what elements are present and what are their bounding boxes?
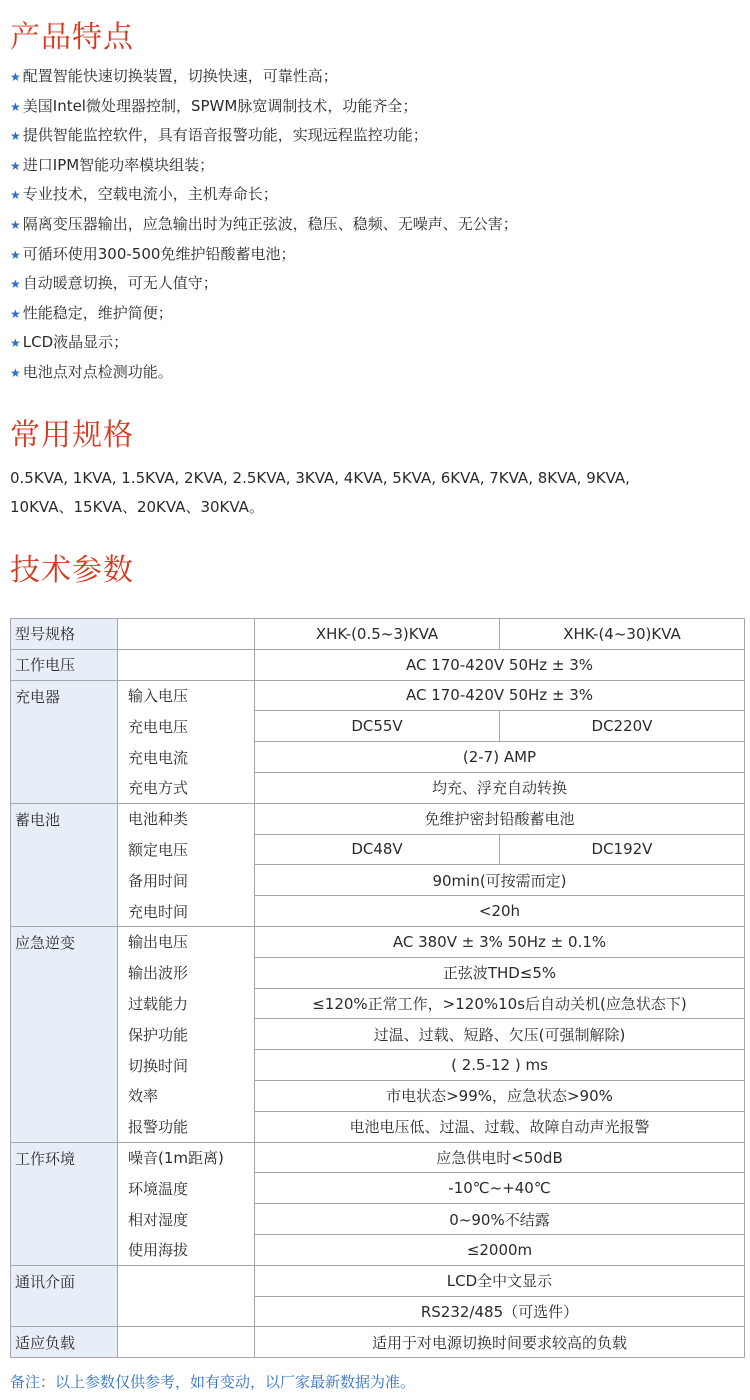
group-label: 应急逆变 xyxy=(11,926,118,1142)
cell-value: ≤120%正常工作，>120%10s后自动关机(应急状态下) xyxy=(255,988,745,1019)
cell-value: AC 170-420V 50Hz ± 3% xyxy=(255,649,745,680)
cell-value: DC55V xyxy=(255,711,500,742)
group-label: 工作环境 xyxy=(11,1142,118,1265)
sub-label: 输入电压 xyxy=(118,680,255,711)
cell-value: DC192V xyxy=(500,834,745,865)
group-label: 蓄电池 xyxy=(11,803,118,926)
cell-value: XHK-(4~30)KVA xyxy=(500,619,745,650)
feature-text: 配置智能快速切换装置，切换快速，可靠性高； xyxy=(22,67,338,85)
table-row xyxy=(11,865,745,896)
footnote: 备注：以上参数仅供参考，如有变动，以厂家最新数据为准。 xyxy=(10,1373,416,1391)
table-row xyxy=(11,1173,745,1204)
feature-item xyxy=(10,240,518,270)
star-icon: ★ xyxy=(10,277,21,292)
cell-value: LCD全中文显示 xyxy=(255,1265,745,1296)
sub-label: 效率 xyxy=(118,1080,255,1111)
table-row xyxy=(11,988,745,1019)
cell-value: AC 380V ± 3% 50Hz ± 0.1% xyxy=(255,926,745,957)
table-row xyxy=(11,1111,745,1142)
sub-label: 充电电压 xyxy=(118,711,255,742)
feature-item xyxy=(10,358,518,388)
table-row xyxy=(11,619,745,650)
table-row xyxy=(11,772,745,803)
specs-title: 常用规格 xyxy=(10,418,134,453)
table-row xyxy=(11,649,745,680)
sub-label: 备用时间 xyxy=(118,865,255,896)
feature-item xyxy=(10,151,518,181)
cell-value: 过温、过载、短路、欠压(可强制解除) xyxy=(255,1019,745,1050)
feature-item xyxy=(10,328,518,358)
table-row xyxy=(11,834,745,865)
cell-value: 90min(可按需而定) xyxy=(255,865,745,896)
sub-label: 输出波形 xyxy=(118,957,255,988)
table-row xyxy=(11,1142,745,1173)
cell-value: AC 170-420V 50Hz ± 3% xyxy=(255,680,745,711)
cell-value: ( 2.5-12 ) ms xyxy=(255,1050,745,1081)
star-icon: ★ xyxy=(10,99,21,114)
table-row xyxy=(11,1327,745,1358)
feature-item xyxy=(10,92,518,122)
star-icon: ★ xyxy=(10,188,21,203)
cell-value: -10℃~+40℃ xyxy=(255,1173,745,1204)
feature-text: 美国Intel微处理器控制，SPWM脉宽调制技术，功能齐全； xyxy=(22,96,418,115)
feature-text: 提供智能监控软件，具有语音报警功能，实现远程监控功能； xyxy=(22,126,428,145)
feature-list xyxy=(10,62,518,388)
row-label: 工作电压 xyxy=(11,649,118,680)
sub-label: 相对湿度 xyxy=(118,1204,255,1235)
table-row xyxy=(11,1050,745,1081)
feature-text: 自动暖意切换，可无人值守； xyxy=(22,274,218,293)
row-label: 型号规格 xyxy=(11,619,118,650)
cell-value: 免维护密封铅酸蓄电池 xyxy=(255,803,745,834)
feature-item xyxy=(10,62,518,92)
star-icon: ★ xyxy=(10,336,21,351)
table-row xyxy=(11,1234,745,1265)
feature-text: LCD液晶显示； xyxy=(22,333,129,352)
star-icon: ★ xyxy=(10,365,21,380)
table-row xyxy=(11,803,745,834)
sub-label: 报警功能 xyxy=(118,1111,255,1142)
sub-label: 充电方式 xyxy=(118,772,255,803)
star-icon: ★ xyxy=(10,306,21,321)
sub-label: 切换时间 xyxy=(118,1050,255,1081)
star-icon: ★ xyxy=(10,70,21,84)
group-label: 充电器 xyxy=(11,680,118,803)
specs-line: 0.5KVA, 1KVA, 1.5KVA, 2KVA, 2.5KVA, 3KVA, 4KVA, 5KVA, 6KVA, 7KVA, 8KVA, 9KVA, xyxy=(10,469,630,487)
specs-text xyxy=(10,464,730,522)
feature-text: 进口IPM智能功率模块组装； xyxy=(22,155,215,174)
table-row xyxy=(11,711,745,742)
table-row xyxy=(11,926,745,957)
feature-item xyxy=(10,180,518,210)
row-label: 适应负载 xyxy=(11,1327,118,1358)
sub-label: 保护功能 xyxy=(118,1019,255,1050)
feature-text: 电池点对点检测功能。 xyxy=(22,362,173,381)
cell-value: XHK-(0.5~3)KVA xyxy=(255,619,500,650)
cell-value: ≤2000m xyxy=(255,1234,745,1265)
cell-value: 市电状态>99%，应急状态>90% xyxy=(255,1080,745,1111)
feature-text: 隔离变压器输出，应急输出时为纯正弦波，稳压、稳频、无噪声、无公害； xyxy=(22,214,518,233)
features-title: 产品特点 xyxy=(10,20,134,55)
table-row xyxy=(11,1204,745,1235)
cell-value: 正弦波THD≤5% xyxy=(255,957,745,988)
feature-item xyxy=(10,299,518,329)
cell-value: <20h xyxy=(255,896,745,927)
star-icon: ★ xyxy=(10,129,21,144)
table-row xyxy=(11,742,745,773)
specs-line: 10KVA、15KVA、20KVA、30KVA。 xyxy=(10,498,264,516)
feature-item xyxy=(10,269,518,299)
sub-label: 噪音(1m距离) xyxy=(118,1142,255,1173)
table-row xyxy=(11,957,745,988)
table-row xyxy=(11,1080,745,1111)
params-title: 技术参数 xyxy=(10,553,134,588)
star-icon: ★ xyxy=(10,217,21,232)
feature-text: 可循环使用300-500免维护铅酸蓄电池； xyxy=(22,244,296,263)
sub-label: 过载能力 xyxy=(118,988,255,1019)
table-row xyxy=(11,680,745,711)
sub-label: 使用海拔 xyxy=(118,1234,255,1265)
cell-value: 适用于对电源切换时间要求较高的负载 xyxy=(255,1327,745,1358)
sub-label: 电池种类 xyxy=(118,803,255,834)
cell-value: 应急供电时<50dB xyxy=(255,1142,745,1173)
star-icon: ★ xyxy=(10,247,21,262)
table-row xyxy=(11,896,745,927)
cell-value: RS232/485（可选件） xyxy=(255,1296,745,1327)
feature-text: 专业技术，空载电流小，主机寿命长； xyxy=(22,185,278,204)
sub-label: 充电电流 xyxy=(118,742,255,773)
cell-value: 均充、浮充自动转换 xyxy=(255,772,745,803)
group-label: 通讯介面 xyxy=(11,1265,118,1327)
feature-text: 性能稳定，维护简便； xyxy=(22,303,173,322)
cell-value: DC220V xyxy=(500,711,745,742)
table-row xyxy=(11,1265,745,1296)
feature-item xyxy=(10,121,518,151)
params-table xyxy=(10,618,745,1358)
cell-value: 0~90%不结露 xyxy=(255,1204,745,1235)
sub-label: 环境温度 xyxy=(118,1173,255,1204)
cell-value: (2-7) AMP xyxy=(255,742,745,773)
sub-label: 充电时间 xyxy=(118,896,255,927)
star-icon: ★ xyxy=(10,158,21,173)
table-row xyxy=(11,1019,745,1050)
cell-value: DC48V xyxy=(255,834,500,865)
cell-value: 电池电压低、过温、过载、故障自动声光报警 xyxy=(255,1111,745,1142)
feature-item xyxy=(10,210,518,240)
sub-label: 输出电压 xyxy=(118,926,255,957)
sub-label: 额定电压 xyxy=(118,834,255,865)
